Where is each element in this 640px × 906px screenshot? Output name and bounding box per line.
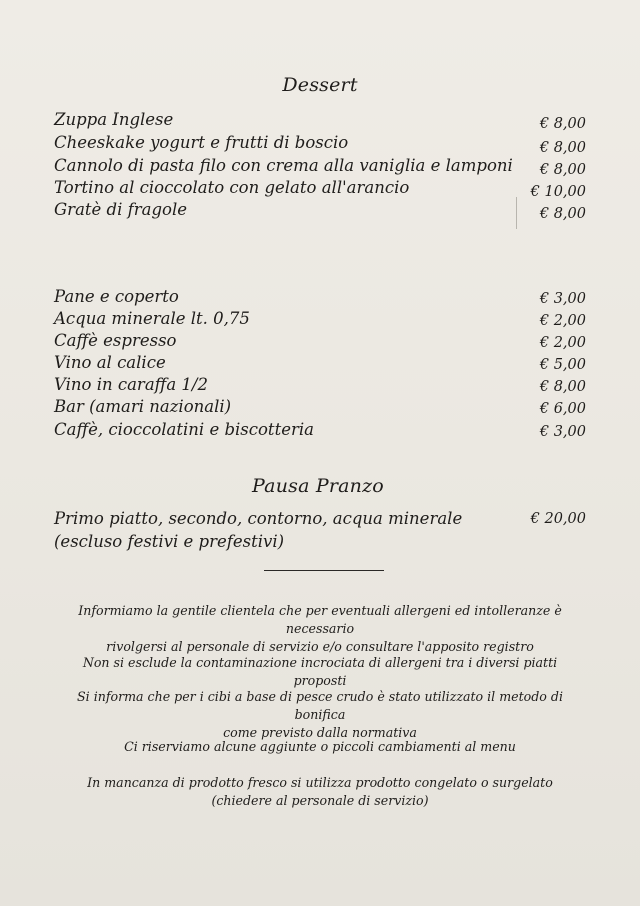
dessert-title: Dessert [282,74,358,96]
menu-item [54,156,586,178]
menu-item-name: Zuppa Inglese [54,110,174,129]
lunch-price: € 20,00 [530,511,586,527]
cross-contamination-note [60,654,580,690]
note-line: In mancanza di prodotto fresco si utilizza prodotto congelato o surgelato [87,775,553,790]
paper-mark [516,197,517,229]
allergen-note [60,602,580,656]
menu-item-name: Gratè di fragole [54,200,187,219]
menu-item [54,309,586,331]
menu-item-name: Acqua minerale lt. 0,75 [54,309,250,328]
note-line: (chiedere al personale di servizio) [211,793,429,808]
lunch-description: Primo piatto, secondo, contorno, acqua minerale [54,509,463,528]
menu-item [54,200,586,222]
menu-item-price: € 3,00 [539,424,586,440]
menu-item-name: Vino in caraffa 1/2 [54,375,208,394]
menu-item-name: Caffè, cioccolatini e biscotteria [54,420,314,439]
note-line: come previsto dalla normativa [223,725,417,740]
menu-item-price: € 6,00 [539,401,586,417]
menu-item [54,178,586,200]
note-line: Informiamo la gentile clientela che per eventuali allergeni ed intolleranze è necessario [78,603,562,636]
note-line: Ci riserviamo alcune aggiunte o piccoli cambiamenti al menu [124,739,516,754]
menu-item [54,287,586,309]
menu-item-name: Cannolo di pasta filo con crema alla vaniglia e lamponi [54,156,513,175]
raw-fish-note [60,688,580,742]
menu-item [54,397,586,419]
note-line: rivolgersi al personale di servizio e/o consultare l'apposito registro [106,639,534,654]
menu-item-name: Caffè espresso [54,331,177,350]
menu-item-price: € 8,00 [539,379,586,395]
menu-item [54,375,586,397]
divider [264,570,384,571]
menu-item-price: € 3,00 [539,291,586,307]
menu-item [54,331,586,353]
menu-item-price: € 10,00 [530,184,586,200]
menu-item-price: € 2,00 [539,335,586,351]
menu-item-price: € 8,00 [539,140,586,156]
menu-item-price: € 5,00 [539,357,586,373]
lunch-offer [54,509,586,555]
menu-item [54,353,586,375]
note-line: Non si esclude la contaminazione incrociata di allergeni tra i diversi piatti proposti [82,655,558,688]
menu-item-price: € 8,00 [539,116,586,132]
menu-item-price: € 8,00 [539,206,586,222]
menu-item-name: Tortino al cioccolato con gelato all'arancio [54,178,410,197]
lunch-title: Pausa Pranzo [252,475,384,497]
menu-item-price-row [54,112,586,134]
note-line: Si informa che per i cibi a base di pesce crudo è stato utilizzato il metodo di bonifica [77,689,563,722]
menu-changes-note [60,738,580,756]
menu-item-price: € 8,00 [539,162,586,178]
menu-item [54,133,586,155]
menu-item-name: Pane e coperto [54,287,179,306]
menu-item-name: Vino al calice [54,353,166,372]
menu-item [54,420,586,442]
frozen-product-note [60,774,580,810]
menu-item-name: Bar (amari nazionali) [54,397,232,416]
menu-item-name: Cheeskake yogurt e frutti di boscio [54,133,349,152]
lunch-condition: (escluso festivi e prefestivi) [54,532,285,551]
menu-item-price: € 2,00 [539,313,586,329]
